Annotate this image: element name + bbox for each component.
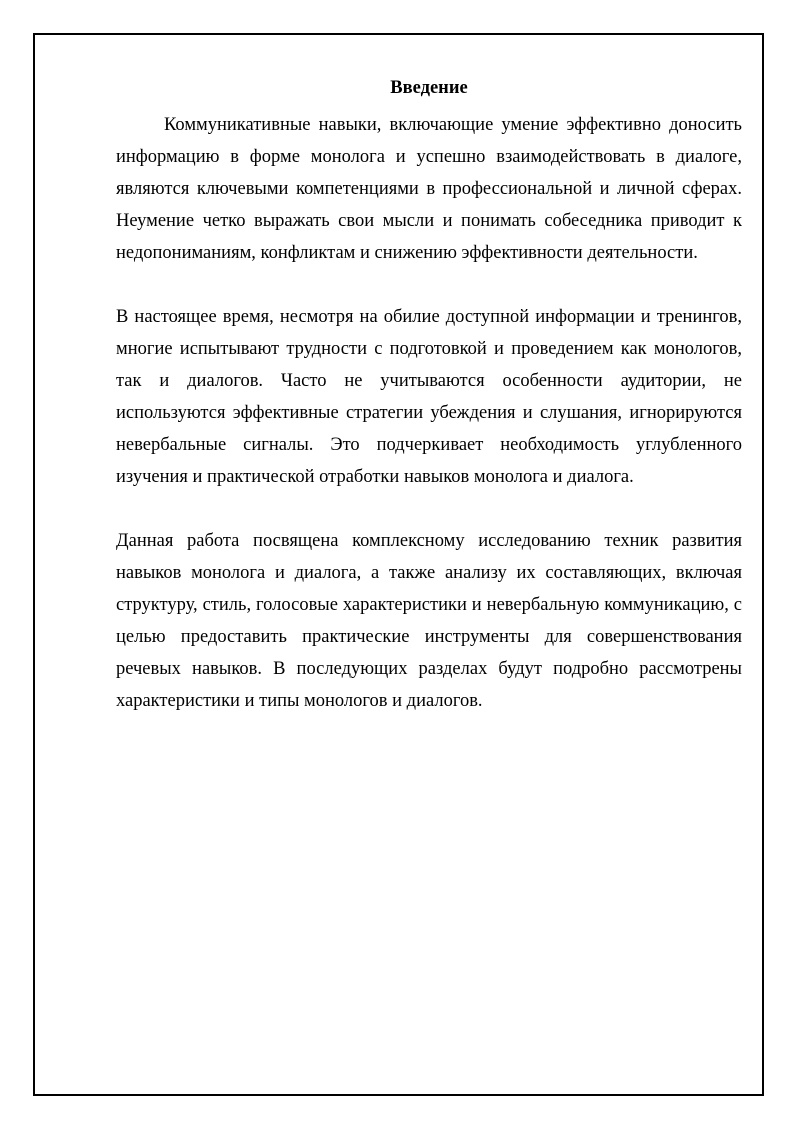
document-title: Введение: [390, 78, 468, 98]
paragraph-current-state: В настоящее время, несмотря на обилие доступной информации и тренингов, многие испытывают трудности с подготовкой и проведением как монологов, так и диалогов. Часто не учитываются особенности аудитории, не используются эффективные стратегии убеждения и слушания, игнорируются невербальные сигналы. Это подчеркивает необходимость углубленного изучения и практической отработки навыков монолога и диалога.: [116, 307, 742, 487]
paragraph-intro: Коммуникативные навыки, включающие умение эффективно доносить информацию в форме монолога и успешно взаимодействовать в диалоге, являются ключевыми компетенциями в профессиональной и личной сферах. Неумение четко выражать свои мысли и понимать собеседника приводит к недопониманиям, конфликтам и снижению эффективности деятельности.: [116, 115, 742, 263]
paragraph-work-purpose: Данная работа посвящена комплексному исследованию техник развития навыков монолога и диалога, а также анализу их составляющих, включая структуру, стиль, голосовые характеристики и невербальную коммуникацию, с целью предоставить практические инструменты для совершенствования речевых навыков. В последующих разделах будут подробно рассмотрены характеристики и типы монологов и диалогов.: [116, 531, 742, 711]
document-body: [116, 76, 742, 717]
